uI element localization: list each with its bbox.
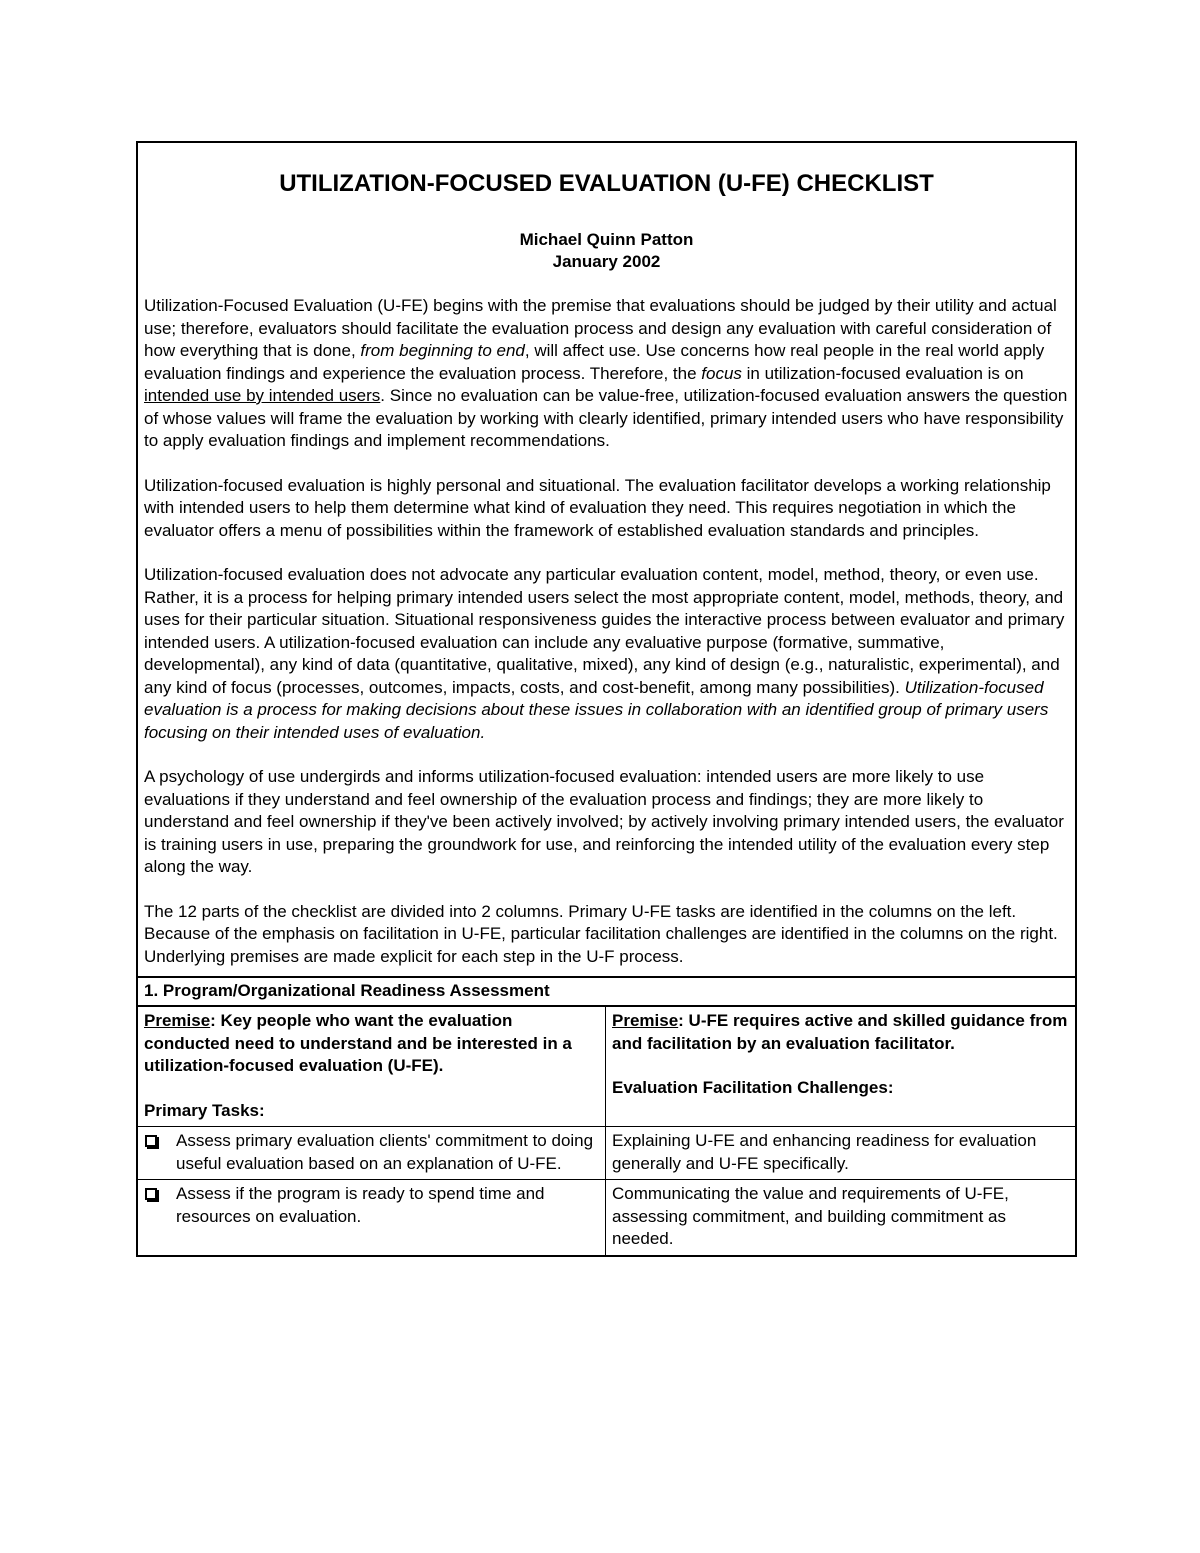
right-premise xyxy=(612,1010,1069,1055)
task-cell xyxy=(138,1127,606,1179)
challenge-cell: Communicating the value and requirements of U-FE, assessing commitment, and building commitment as needed. xyxy=(612,1184,1009,1248)
facilitation-challenges-heading: Evaluation Facilitation Challenges: xyxy=(612,1078,894,1097)
task-item xyxy=(144,1183,599,1228)
left-premise xyxy=(144,1010,599,1078)
left-premise-label: Premise xyxy=(144,1011,211,1030)
document-author: Michael Quinn Patton xyxy=(519,230,694,249)
p1-emphasis-1: from beginning to end xyxy=(360,341,525,360)
task-cell xyxy=(138,1180,606,1255)
right-premise-cell xyxy=(606,1007,1075,1126)
intro-section xyxy=(138,143,1075,976)
p1-text-b: , will affect use. Use concerns how real people in the real world apply evaluation findings and experience the evaluation process. Therefore, the xyxy=(144,341,1045,383)
table-row xyxy=(138,1180,1075,1255)
p1-text-a: Utilization-Focused Evaluation (U-FE) begins with the premise that evaluations should be judged by their utility and actual use; therefore, evaluators should facilitate the evaluation process and design any evaluation with careful consideration of how everything that is done, xyxy=(144,296,1057,360)
document-date: January 2002 xyxy=(552,252,661,271)
left-premise-text: : Key people who want the evaluation conducted need to understand and be interested in a utilization-focused evaluation (U-FE). xyxy=(144,1011,572,1075)
document-title: UTILIZATION-FOCUSED EVALUATION (U-FE) CHECKLIST xyxy=(279,170,934,197)
checkbox-icon[interactable] xyxy=(145,1188,157,1200)
task-item xyxy=(144,1130,599,1175)
intro-paragraph-1 xyxy=(144,295,1069,453)
intro-paragraph-4: A psychology of use undergirds and informs utilization-focused evaluation: intended users are more likely to use evaluations if they understand and feel ownership of the evaluation process and findings; they are more likely to understand and feel ownership if they've been actively involved; by actively involving primary intended users, the evaluator is training users in use, preparing the groundwork for use, and reinforcing the intended utility of the evaluation every step along the way. xyxy=(144,767,1064,876)
intro-paragraph-3 xyxy=(144,564,1069,744)
p3-text-a: Utilization-focused evaluation does not advocate any particular evaluation content, model, method, theory, or even use. Rather, it is a process for helping primary intended users select the most appropriate content, model, methods, theory, and uses for their particular situation. Situational responsiveness guides the interactive process between evaluator and primary intended users. A utilization-focused evaluation can include any evaluative purpose (formative, summative, developmental), any kind of data (quantitative, qualitative, mixed), any kind of design (e.g., naturalistic, experimental), and any kind of focus (processes, outcomes, impacts, costs, and cost-benefit, among many possibilities). xyxy=(144,565,1065,697)
p1-underline: intended use by intended users xyxy=(144,386,381,405)
right-premise-label: Premise xyxy=(612,1011,679,1030)
primary-tasks-heading: Primary Tasks: xyxy=(144,1100,265,1120)
checkbox-icon[interactable] xyxy=(145,1135,157,1147)
challenge-cell: Explaining U-FE and enhancing readiness for evaluation generally and U-FE specifically. xyxy=(612,1131,1037,1173)
table-row xyxy=(138,1127,1075,1180)
task-text: Assess if the program is ready to spend time and resources on evaluation. xyxy=(176,1184,545,1226)
p1-emphasis-2: focus xyxy=(701,363,742,383)
intro-paragraph-5: The 12 parts of the checklist are divided into 2 columns. Primary U-FE tasks are identified in the columns on the left. Because of the emphasis on facilitation in U-FE, particular facilitation challenges are identified in the columns on the right. Underlying premises are made explicit for each step in the U-F process. xyxy=(144,901,1058,966)
checklist-frame xyxy=(136,141,1077,1257)
p3-emphasis: Utilization-focused evaluation is a process for making decisions about these issues in collaboration with an identified group of primary users focusing on their intended uses of evaluation. xyxy=(144,677,1049,742)
p1-text-c: in utilization-focused evaluation is on xyxy=(741,363,1024,383)
left-premise-cell xyxy=(138,1007,606,1126)
right-premise-text: : U-FE requires active and skilled guidance from and facilitation by an evaluation facilitator. xyxy=(612,1011,1068,1053)
section-1-premise-row xyxy=(138,1007,1075,1127)
p1-text-d: . Since no evaluation can be value-free, utilization-focused evaluation answers the question of whose values will frame the evaluation by working with clearly identified, primary intended users who have responsibility to apply evaluation findings and implement recommendations. xyxy=(144,386,1068,450)
section-1-heading: 1. Program/Organizational Readiness Assessment xyxy=(138,976,1075,1007)
task-text: Assess primary evaluation clients' commitment to doing useful evaluation based on an explanation of U-FE. xyxy=(176,1131,594,1173)
intro-paragraph-2: Utilization-focused evaluation is highly personal and situational. The evaluation facilitator develops a working relationship with intended users to help them determine what kind of evaluation they need. This requires negotiation in which the evaluator offers a menu of possibilities within the framework of established evaluation standards and principles. xyxy=(144,475,1051,540)
